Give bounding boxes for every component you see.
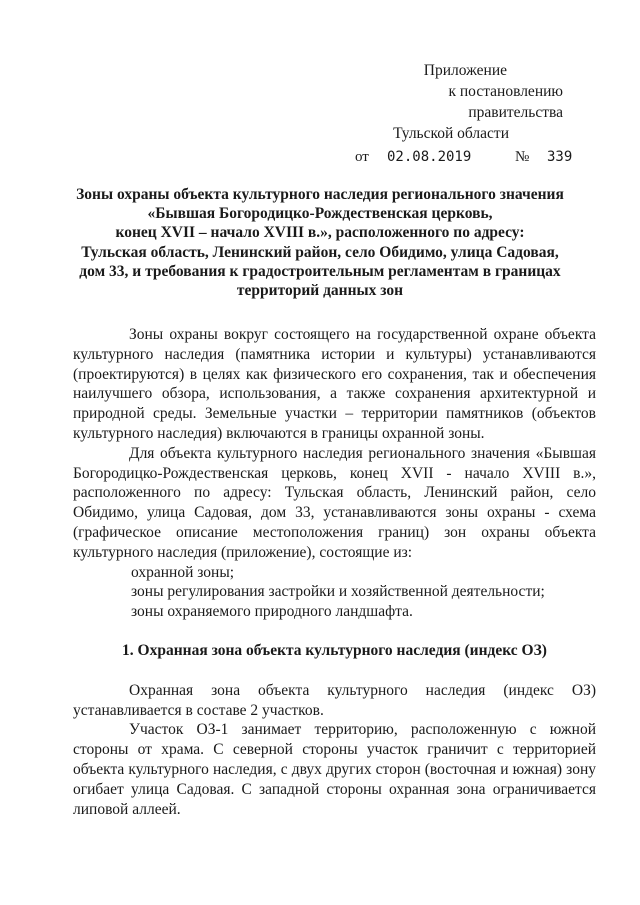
document-title	[70, 185, 570, 300]
decree-date: 02.08.2019	[387, 149, 472, 165]
number-sign: №	[515, 149, 530, 165]
decree-number: 339	[547, 149, 573, 165]
date-from-label: от	[355, 149, 369, 165]
title-line-5: дом 33, и требования к градостроительным регламентам в границах	[79, 262, 561, 280]
appendix-block	[355, 60, 595, 167]
title-line-3: конец XVII – начало XVIII в.», расположенного по адресу:	[115, 224, 525, 242]
appendix-line-2: к постановлению правительства	[448, 83, 563, 121]
date-number-row	[355, 145, 595, 167]
paragraph-3: Охранная зона объекта культурного наследия (индекс ОЗ) устанавливается в составе 2 участков.	[73, 681, 596, 719]
list-item-landscape-zone: зоны охраняемого природного ландшафта.	[131, 603, 413, 621]
title-line-6: территорий данных зон	[236, 282, 404, 300]
paragraph-1: Зоны охраны вокруг состоящего на государственной охране объекта культурного наследия (памятника истории и культуры) устанавливаются (проектируются) в целях как физического его сохранения, так и обеспечения наилучшего обзора, использования, а также сохранения архитектурной и природной среды. Земельные участки – территории памятников (объектов культурного наследия) включаются в границы охранной зоны.	[73, 326, 596, 442]
list-item-protection-zone: охранной зоны;	[131, 563, 235, 581]
list-item-regulation-zone: зоны регулирования застройки и хозяйственной деятельности;	[131, 583, 545, 601]
appendix-line-1: Приложение	[423, 62, 507, 79]
paragraph-2: Для объекта культурного наследия регионального значения «Бывшая Богородицко-Рождественская церковь, конец XVII - начало XVIII в.», расположенного по адресу: Тульская область, Ленинский район, село Обидимо, улица Садовая, дом 33, устанавливаются зоны охраны - схема (графическое описание местоположения границ) зон охраны объекта культурного наследия (приложение), состоящие из:	[73, 444, 596, 561]
title-line-2: «Бывшая Богородицко-Рождественская церковь,	[147, 205, 493, 223]
section-1-heading: 1. Охранная зона объекта культурного наследия (индекс ОЗ)	[122, 641, 547, 659]
appendix-line-3: Тульской области	[393, 125, 509, 142]
paragraph-4: Участок ОЗ-1 занимает территорию, расположенную с южной стороны от храма. С северной стороны участок граничит с территорией объекта культурного наследия, с двух других сторон (восточная и южная) зону огибает улица Садовая. С западной стороны охранная зона ограничивается липовой аллеей.	[73, 721, 596, 818]
title-line-4: Тульская область, Ленинский район, село Обидимо, улица Садовая,	[81, 243, 559, 261]
document-body	[73, 325, 596, 819]
title-line-1: Зоны охраны объекта культурного наследия регионального значения	[76, 186, 564, 203]
